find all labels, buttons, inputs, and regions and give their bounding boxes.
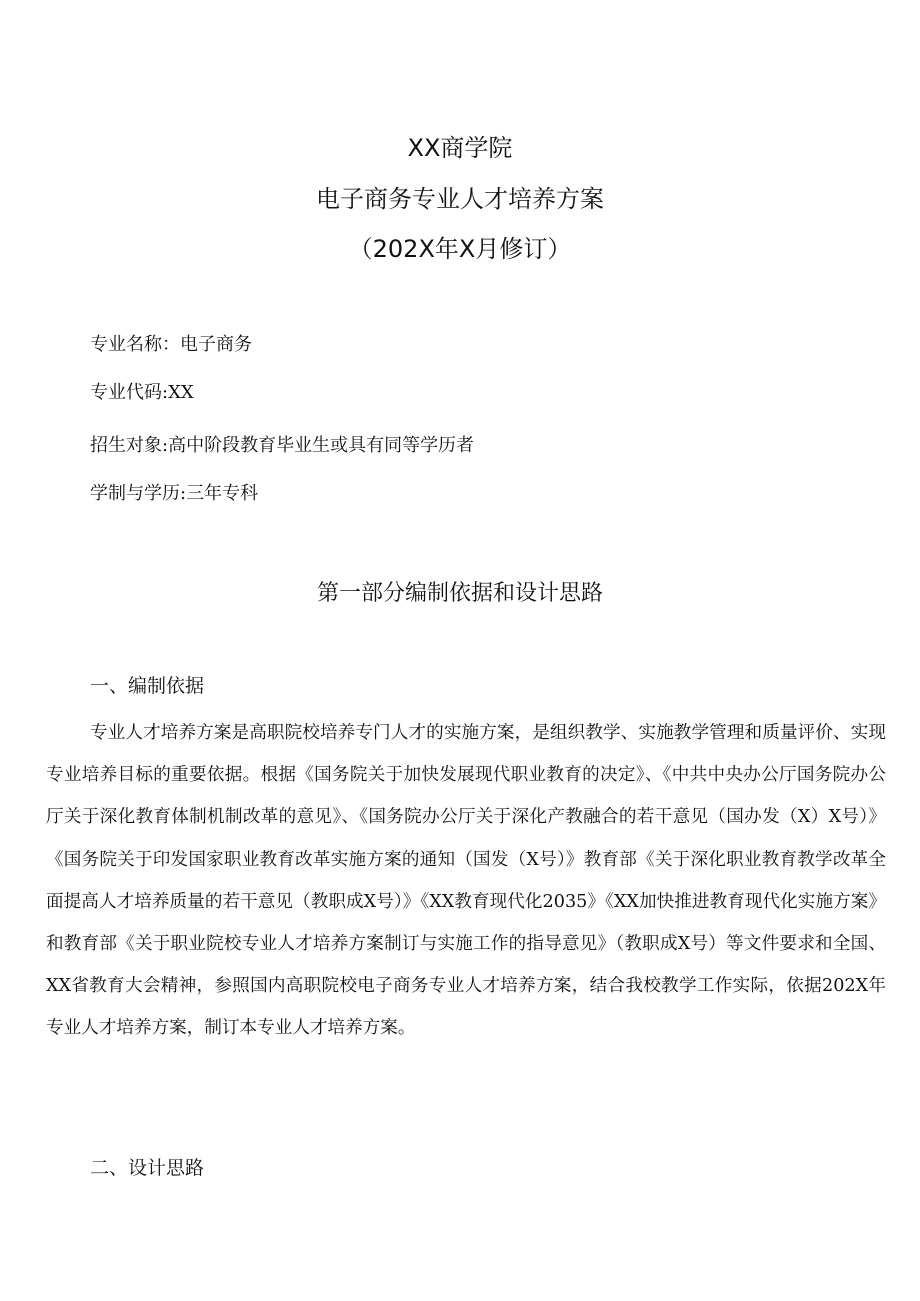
section-basis-heading: 一、编制依据 [90,675,205,697]
revision-date: （202X年X月修订） [348,235,572,263]
enrollment-target: 招生对象:高中阶段教育毕业生或具有同等学历者 [90,435,475,456]
part-one-heading: 第一部分编制依据和设计思路 [316,581,603,606]
program-length: 学制与学历:三年专科 [90,483,259,504]
plan-title: 电子商务专业人才培养方案 [316,185,604,213]
major-name: 专业名称：电子商务 [90,334,252,355]
section-design-heading: 二、设计思路 [90,1157,205,1179]
section-basis-body: 专业人才培养方案是高职院校培养专门人才的实施方案，是组织教学、实施教学管理和质量评价、实现专业培养目标的重要依据。根据《国务院关于加快发展现代职业教育的决定》、《中共中央办公厅国务院办公厅关于深化教育体制机制改革的意见》、《国务院办公厅关于深化产教融合的若干意见（国办发（X）X号）》《国务院关于印发国家职业教育改革实施方案的通知（国发（X号）》教育部《关于深化职业教育教学改革全面提高人才培养质量的若干意见（教职成X号）》《XX教育现代化2035》《XX加快推进教育现代化实施方案》和教育部《关于职业院校专业人才培养方案制订与实施工作的指导意见》（教职成X号）等文件要求和全国、XX省教育大会精神，参照国内高职院校电子商务专业人才培养方案，结合我校教学工作实际，依据202X年专业人才培养方案，制订本专业人才培养方案。 [46,723,886,1039]
school-name: XX商学院 [407,134,513,162]
major-code: 专业代码:XX [90,382,194,403]
